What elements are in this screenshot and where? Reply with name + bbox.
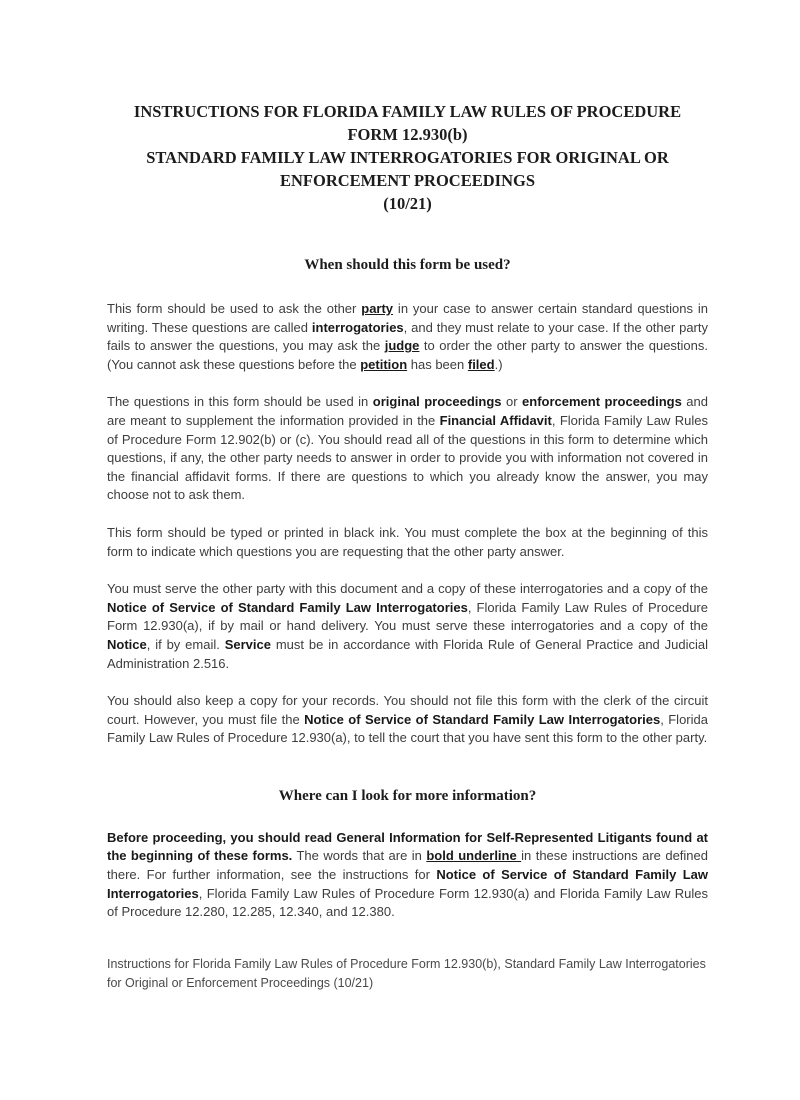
- document-title-line: ENFORCEMENT PROCEEDINGS: [279, 171, 536, 190]
- section-heading-more-information: Where can I look for more information?: [278, 787, 537, 804]
- footer-note: Instructions for Florida Family Law Rules of Procedure Form 12.930(b), Standard Family Law Interrogatories for Original or Enforcement Proceedings (10/21): [107, 956, 706, 990]
- section-when-used: [107, 255, 708, 748]
- document-title-line: FORM 12.930(b): [347, 125, 468, 144]
- document-title-line: STANDARD FAMILY LAW INTERROGATORIES FOR ORIGINAL OR: [146, 148, 669, 167]
- paragraph: You should also keep a copy for your records. You should not file this form with the clerk of the circuit court. However, you must file the Notice of Service of Standard Family Law Interrogatories, Florida Family Law Rules of Procedure 12.930(a), to tell the court that you have sent this form to the other party.: [107, 693, 708, 746]
- document-title-line: (10/21): [383, 194, 432, 213]
- paragraph: The questions in this form should be used in original proceedings or enforcement proceedings and are meant to supplement the information provided in the Financial Affidavit, Florida Family Law Rules of Procedure Form 12.902(b) or (c). You should read all of the questions in this form to determine which questions, if any, the other party needs to answer in order to provide you with information not covered in the financial affidavit forms. If there are questions to which you already know the answer, you may choose not to ask them.: [107, 394, 708, 503]
- document-content: [107, 100, 708, 993]
- paragraph: You must serve the other party with this document and a copy of these interrogatories and a copy of the Notice of Service of Standard Family Law Interrogatories, Florida Family Law Rules of Procedure Form 12.930(a), if by mail or hand delivery. You must serve these interrogatories and a copy of the Notice, if by email. Service must be in accordance with Florida Rule of General Practice and Judicial Administration 2.516.: [107, 581, 708, 671]
- paragraph: This form should be typed or printed in black ink. You must complete the box at the beginning of this form to indicate which questions you are requesting that the other party answer.: [107, 524, 708, 559]
- document-title: [107, 100, 708, 215]
- section-heading-when-used: When should this form be used?: [304, 257, 511, 273]
- paragraph: This form should be used to ask the other party in your case to answer certain standard questions in writing. These questions are called interrogatories, and they must relate to your case. If the other party fails to answer the questions, you may ask the judge to order the other party to answer the questions. (You cannot ask these questions before the petition has been filed.): [107, 301, 708, 372]
- section-more-information: [107, 786, 708, 922]
- document-title-line: INSTRUCTIONS FOR FLORIDA FAMILY LAW RULES OF PROCEDURE: [133, 102, 682, 121]
- paragraph: Before proceeding, you should read General Information for Self-Represented Litigants found at the beginning of these forms. The words that are in bold underline in these instructions are defined there. For further information, see the instructions for Notice of Service of Standard Family Law Interrogatories, Florida Family Law Rules of Procedure Form 12.930(a) and Florida Family Law Rules of Procedure 12.280, 12.285, 12.340, and 12.380.: [107, 829, 708, 920]
